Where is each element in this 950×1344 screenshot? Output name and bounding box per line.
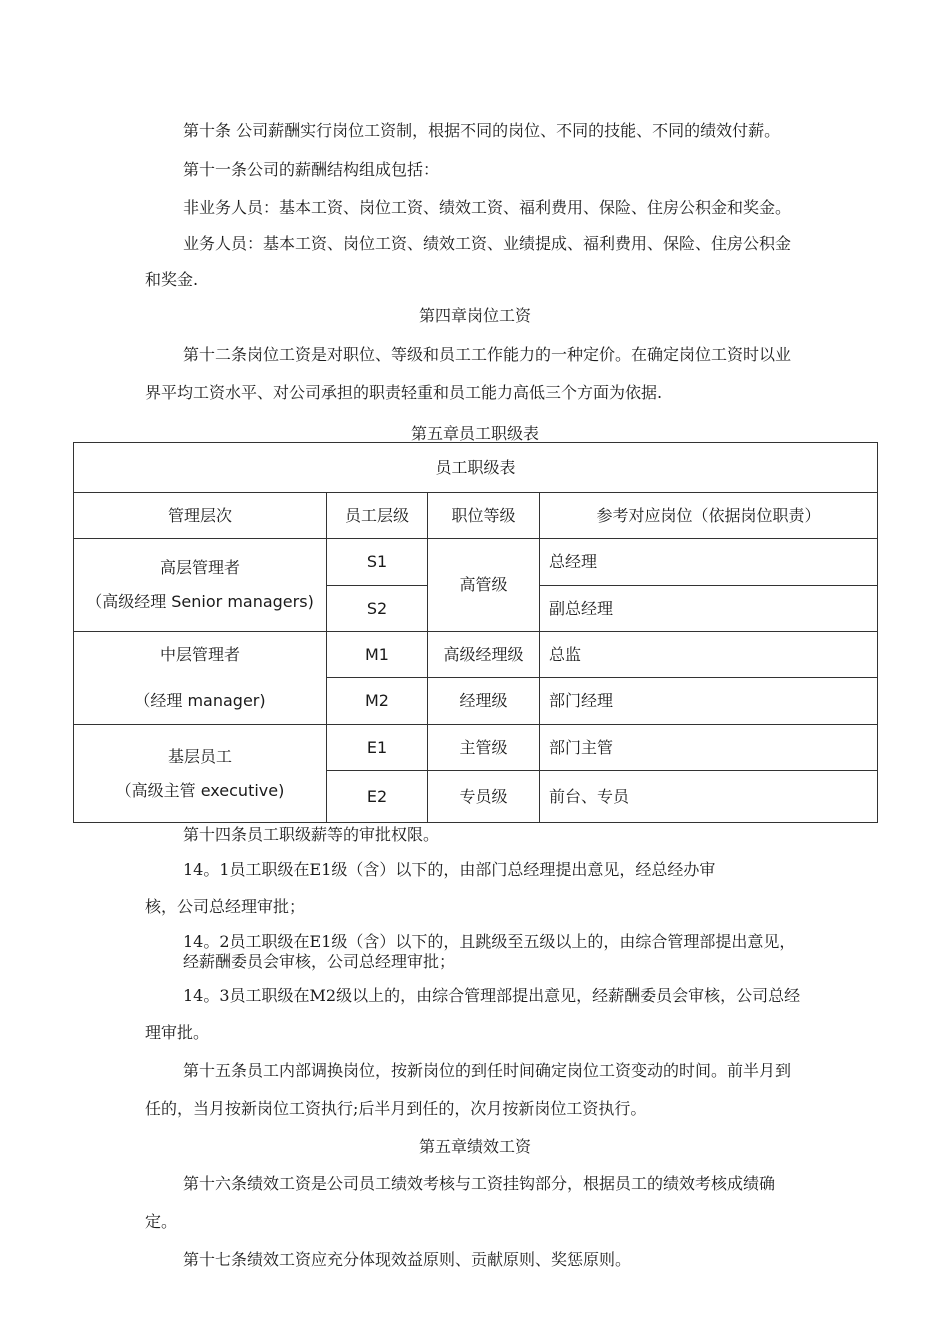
article-16-line2: 定。 [145, 1212, 178, 1231]
chapter-5-table-title: 第五章员工职级表 [410, 424, 539, 443]
non-business-staff-pay: 非业务人员：基本工资、岗位工资、绩效工资、福利费用、保险、住房公积金和奖金。 [183, 198, 792, 217]
reference-post: 部门经理 [540, 678, 878, 725]
position-grade: 主管级 [428, 725, 540, 771]
clause-14-2-line2: 经薪酬委员会审核，公司总经理审批； [183, 952, 456, 971]
article-12-line1: 第十二条岗位工资是对职位、等级和员工工作能力的一种定价。在确定岗位工资时以业 [183, 345, 792, 364]
group-base-cn: 基层员工 [167, 746, 232, 766]
business-staff-pay-line2: 和奖金. [145, 270, 199, 289]
article-15-line1: 第十五条员工内部调换岗位，按新岗位的到任时间确定岗位工资变动的时间。前半月到 [183, 1061, 792, 1080]
header-position-grade: 职位等级 [428, 493, 540, 539]
article-10: 第十条 公司薪酬实行岗位工资制，根据不同的岗位、不同的技能、不同的绩效付薪。 [183, 121, 781, 140]
group-base-en: （高级主管 executive) [115, 780, 285, 800]
reference-post: 总监 [540, 632, 878, 678]
level-code: M2 [327, 678, 428, 725]
group-senior-cn: 高层管理者 [159, 558, 240, 577]
clause-14-2-line1: 14。2员工职级在E1级（含）以下的，且跳级至五级以上的，由综合管理部提出意见， [183, 932, 796, 951]
business-staff-pay-line1: 业务人员：基本工资、岗位工资、绩效工资、业绩提成、福利费用、保险、住房公积金 [183, 234, 792, 253]
article-15-line2: 任的，当月按新岗位工资执行;后半月到任的，次月按新岗位工资执行。 [145, 1099, 647, 1118]
level-code: E1 [327, 725, 428, 771]
clause-14-1-line1: 14。1员工职级在E1级（含）以下的，由部门总经理提出意见，经总经办审 [183, 860, 716, 879]
position-grade: 高管级 [428, 539, 540, 632]
level-code: M1 [327, 632, 428, 678]
reference-post: 部门主管 [540, 725, 878, 771]
article-16-line1: 第十六条绩效工资是公司员工绩效考核与工资挂钩部分，根据员工的绩效考核成绩确 [183, 1174, 776, 1193]
header-employee-level: 员工层级 [327, 493, 428, 539]
chapter-5-performance-title: 第五章绩效工资 [418, 1137, 531, 1156]
reference-post: 总经理 [540, 539, 878, 586]
employee-grade-table [73, 442, 878, 823]
reference-post: 前台、专员 [540, 771, 878, 823]
clause-14-1-line2: 核，公司总经理审批； [145, 897, 306, 916]
article-14: 第十四条员工职级薪等的审批权限。 [183, 825, 440, 844]
position-grade: 专员级 [428, 771, 540, 823]
table-caption: 员工职级表 [74, 443, 878, 493]
article-17: 第十七条绩效工资应充分体现效益原则、贡献原则、奖惩原则。 [183, 1250, 632, 1269]
group-base-staff [74, 725, 327, 823]
position-grade: 高级经理级 [428, 632, 540, 678]
level-code: S2 [327, 586, 428, 632]
article-12-line2: 界平均工资水平、对公司承担的职责轻重和员工能力高低三个方面为依据. [145, 383, 663, 402]
level-code: E2 [327, 771, 428, 823]
position-grade: 经理级 [428, 678, 540, 725]
group-senior-managers [74, 539, 327, 632]
group-middle-managers [74, 632, 327, 725]
header-management-level: 管理层次 [74, 493, 327, 539]
clause-14-3-line2: 理审批。 [145, 1023, 210, 1042]
header-reference-post: 参考对应岗位（依据岗位职责） [540, 493, 878, 539]
article-11: 第十一条公司的薪酬结构组成包括： [183, 160, 440, 179]
group-senior-en: （高级经理 Senior managers) [86, 592, 314, 611]
group-middle-en: （经理 manager) [134, 691, 266, 710]
group-middle-cn: 中层管理者 [159, 645, 240, 664]
chapter-4-title: 第四章岗位工资 [418, 306, 531, 325]
level-code: S1 [327, 539, 428, 586]
clause-14-3-line1: 14。3员工职级在M2级以上的，由综合管理部提出意见，经薪酬委员会审核，公司总经 [183, 986, 801, 1005]
reference-post: 副总经理 [540, 586, 878, 632]
